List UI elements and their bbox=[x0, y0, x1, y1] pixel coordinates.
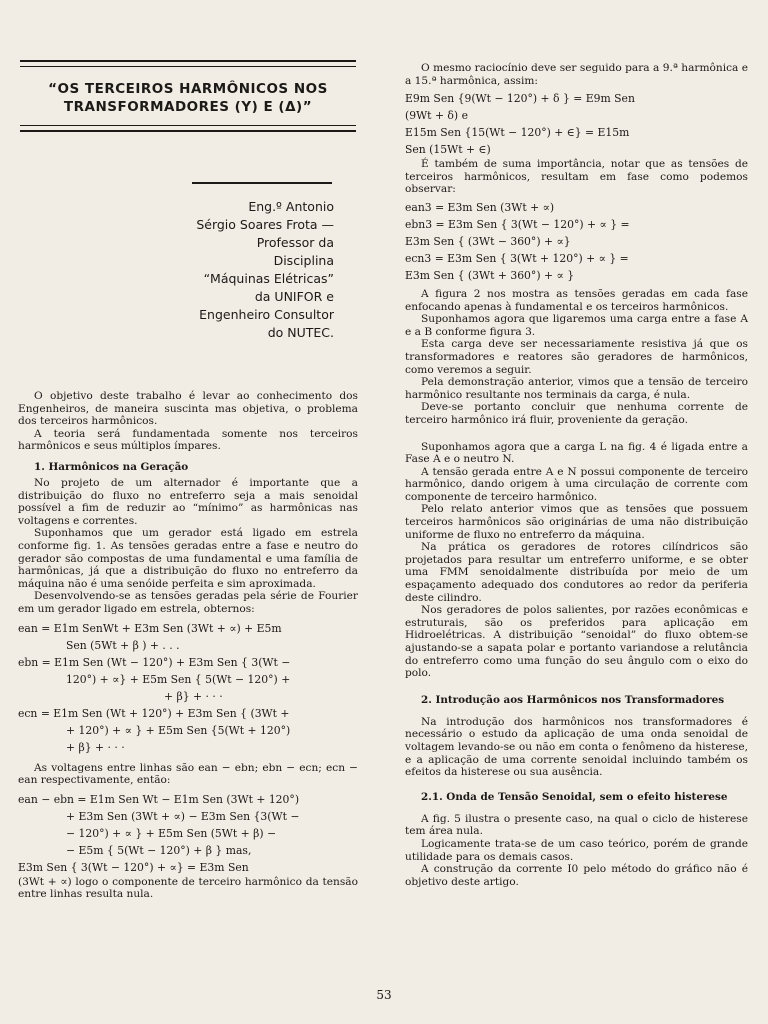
equation-line: E3m Sen { 3(Wt − 120°) + ∝} = E3m Sen bbox=[18, 860, 249, 874]
equation-line: ecn3 = E3m Sen { 3(Wt + 120°) + ∝ } = bbox=[405, 251, 629, 265]
author-line: Disciplina bbox=[273, 253, 334, 268]
equation-line: ecn = E1m Sen (Wt + 120°) + E3m Sen { (3Wt + bbox=[18, 706, 290, 720]
equation-line: + 120°) + ∝ } + E5m Sen {5(Wt + 120°) bbox=[66, 723, 291, 737]
equation-block-1 bbox=[18, 620, 358, 756]
body-paragraph: Suponhamos que um gerador está ligado em estrela conforme fig. 1. As tensões geradas entre a fase e neutro do gerador são compostas de uma fundamental e uma família de harmônicas, já que a distribuição do fluxo no entreferro da máquina não é uma senóide perfeita e sim aproximada. bbox=[18, 527, 358, 590]
equation-line: ean − ebn = E1m Sen Wt − E1m Sen (3Wt + 120°) bbox=[18, 792, 300, 806]
body-paragraph: Nos geradores de polos salientes, por razões econômicas e estruturais, são os preferidos para aplicação em Hidroelétricas. A distribuição “senoidal” do fluxo obtem-se ajustando-se a sapata polar e portanto variandose a relutância do entreferro como uma função do seu ângulo com o eixo do polo. bbox=[405, 604, 748, 680]
equation-line: Sen (15Wt + ∈) bbox=[405, 143, 491, 157]
section-heading-1: 1. Harmônicos na Geração bbox=[34, 460, 189, 473]
equation-block-4 bbox=[405, 199, 748, 284]
equation-line: 120°) + ∝} + E5m Sen { 5(Wt − 120°) + bbox=[66, 672, 291, 686]
equation-line: Sen (5Wt + β ) + . . . bbox=[66, 638, 180, 652]
body-paragraph: O mesmo raciocínio deve ser seguido para a 9.ª harmônica e a 15.ª harmônica, assim: bbox=[405, 62, 748, 87]
author-line: Eng.º Antonio bbox=[248, 199, 334, 214]
body-paragraph: No projeto de um alternador é importante que a distribuição do fluxo no entreferro seja a mais senoidal possível a fim de reduzir ao “mínimo” as harmônicas nas voltagens e correntes. bbox=[18, 476, 358, 527]
author-line: do NUTEC. bbox=[267, 325, 334, 340]
body-paragraph: As voltagens entre linhas são ean − ebn; ebn − ecn; ecn − ean respectivamente, então: bbox=[18, 761, 358, 787]
equation-line: − 120°) + ∝ } + E5m Sen (5Wt + β) − bbox=[66, 826, 277, 840]
equation-line: ebn = E1m Sen (Wt − 120°) + E3m Sen { 3(Wt − bbox=[18, 655, 291, 669]
body-paragraph: Suponhamos agora que a carga L na fig. 4 é ligada entre a Fase A e o neutro N. bbox=[405, 440, 748, 466]
body-paragraph: Na introdução dos harmônicos nos transformadores é necessário o estudo da aplicação de uma onda senoidal de voltagem levando-se ou não em conta o fenômeno da histerese, e a aplicação de uma corrente senoidal incluindo também os efeitos da histerese ou sua ausência. bbox=[405, 715, 748, 779]
body-paragraph: Pelo relato anterior vimos que as tensões que possuem terceiros harmônicos são originárias de uma não distribuição uniforme de fluxo no entreferro da máquina. bbox=[405, 503, 748, 541]
title-line-1: “OS TERCEIROS HARMÔNICOS NOS bbox=[48, 81, 328, 97]
body-paragraph: A fig. 5 ilustra o presente caso, na qual o ciclo de histerese tem área nula. bbox=[405, 812, 748, 838]
article-title bbox=[20, 80, 356, 116]
page-number: 53 bbox=[376, 988, 392, 1002]
equation-line: − E5m { 5(Wt − 120°) + β } mas, bbox=[66, 843, 252, 857]
equation-block-2 bbox=[18, 791, 358, 876]
equation-line: E9m Sen {9(Wt − 120°) + δ } = E9m Sen bbox=[405, 92, 635, 106]
title-rule-top bbox=[20, 60, 356, 62]
body-paragraph: A construção da corrente I0 pelo método do gráfico não é objetivo deste artigo. bbox=[405, 863, 748, 888]
body-paragraph: Desenvolvendo-se as tensões geradas pela série de Fourier em um gerador ligado em estrela, obternos: bbox=[18, 590, 358, 615]
body-paragraph: Logicamente trata-se de um caso teórico, porém de grande utilidade para os demais casos. bbox=[405, 837, 748, 863]
author-divider bbox=[192, 182, 332, 184]
body-paragraph: É também de suma importância, notar que as tensões de terceiros harmônicos, resultam em fase como podemos observar: bbox=[405, 158, 748, 196]
author-line: “Máquinas Elétricas” bbox=[203, 271, 334, 286]
equation-line: + E3m Sen (3Wt + ∝) − E3m Sen {3(Wt − bbox=[66, 809, 300, 823]
body-paragraph: Na prática os geradores de rotores cilíndricos são projetados para resultar um entreferro uniforme, e se obter uma FMM senoidalmente distribuída por meio de um espaçamento adequado dos condutores ao redor da periferia deste cilindro. bbox=[405, 541, 748, 604]
body-paragraph: A figura 2 nos mostra as tensões geradas em cada fase enfocando apenas à fundamental e os terceiros harmônicos. bbox=[405, 287, 748, 313]
equation-line: ebn3 = E3m Sen { 3(Wt − 120°) + ∝ } = bbox=[405, 217, 630, 231]
author-line: Sérgio Soares Frota — bbox=[196, 217, 334, 232]
section-heading-2: 2. Introdução aos Harmônicos nos Transformadores bbox=[421, 693, 725, 706]
equation-line: ean3 = E3m Sen (3Wt + ∝) bbox=[405, 200, 555, 214]
body-paragraph: Esta carga deve ser necessariamente resistiva já que os transformadores e reatores são geradores de harmônicos, como veremos a seguir. bbox=[405, 338, 748, 376]
title-line-2: TRANSFORMADORES (Y) E (Δ)” bbox=[63, 99, 313, 115]
body-paragraph: A tensão gerada entre A e N possui componente de terceiro harmônico, dando origem à uma circulação de corrente com componente de terceiro harmônico. bbox=[405, 465, 748, 503]
body-paragraph: Pela demonstração anterior, vimos que a tensão de terceiro harmônico resultante nos terminais da carga, é nula. bbox=[405, 376, 748, 401]
equation-line: E3m Sen { (3Wt + 360°) + ∝ } bbox=[405, 268, 575, 282]
equation-block-3 bbox=[405, 90, 748, 158]
equation-line: ean = E1m SenWt + E3m Sen (3Wt + ∝) + E5m bbox=[18, 621, 282, 635]
author-line: da UNIFOR e bbox=[254, 289, 334, 304]
equation-line: + β} + · · · bbox=[164, 689, 223, 703]
body-paragraph: Deve-se portanto concluir que nenhuma corrente de terceiro harmônico irá fluir, proveniente da geração. bbox=[405, 401, 748, 426]
body-paragraph: (3Wt + ∝) logo o componente de terceiro harmônico da tensão entre linhas resulta nula. bbox=[18, 875, 358, 901]
author-block bbox=[134, 198, 334, 342]
intro-paragraph: A teoria será fundamentada somente nos terceiros harmônicos e seus múltiplos ímpares. bbox=[18, 427, 358, 453]
equation-line: E3m Sen { (3Wt − 360°) + ∝} bbox=[405, 234, 571, 248]
author-line: Professor da bbox=[256, 235, 334, 250]
body-paragraph: Suponhamos agora que ligaremos uma carga entre a fase A e a B conforme figura 3. bbox=[405, 313, 748, 338]
equation-line: + β} + · · · bbox=[66, 740, 125, 754]
equation-line: E15m Sen {15(Wt − 120°) + ∈} = E15m bbox=[405, 126, 630, 140]
author-line: Engenheiro Consultor bbox=[199, 307, 334, 322]
intro-paragraph: O objetivo deste trabalho é levar ao conhecimento dos Engenheiros, de maneira suscinta mas objetiva, o problema dos terceiros harmônicos. bbox=[18, 390, 358, 428]
title-rule-bottom bbox=[20, 130, 356, 132]
equation-line: (9Wt + δ) e bbox=[405, 109, 468, 123]
section-heading-2-1: 2.1. Onda de Tensão Senoidal, sem o efeito histerese bbox=[421, 790, 728, 803]
title-rule-top-thin bbox=[20, 66, 356, 67]
title-rule-bottom-thin bbox=[20, 125, 356, 126]
